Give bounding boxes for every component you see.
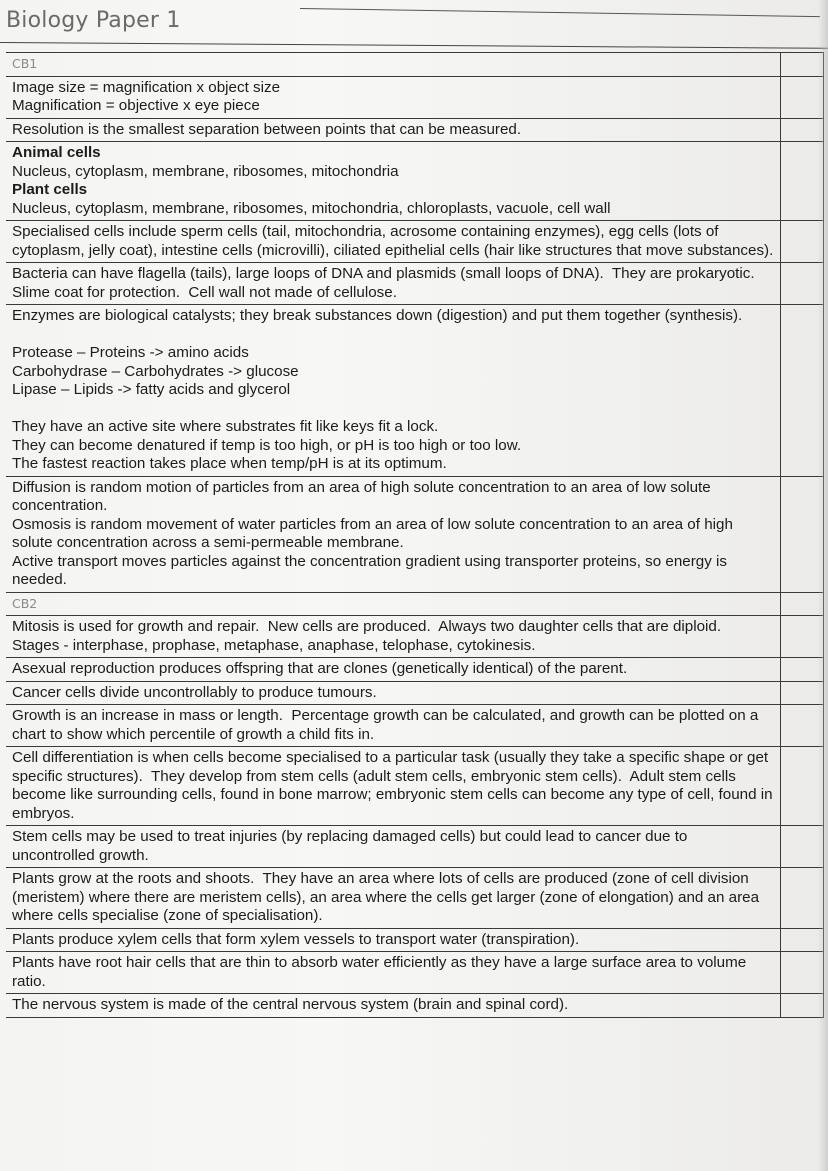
checkbox-cell[interactable] bbox=[781, 826, 824, 868]
note-cell bbox=[6, 928, 781, 952]
note-cell bbox=[6, 616, 781, 658]
note-text: Mitosis is used for growth and repair. New cells are produced. Always two daughter cells that are diploid. bbox=[12, 618, 722, 635]
checkbox-cell[interactable] bbox=[781, 705, 824, 747]
checkbox-cell[interactable] bbox=[781, 263, 824, 305]
note-text: Diffusion is random motion of particles from an area of high solute concentration to an area of low solute concentration. bbox=[12, 478, 715, 514]
top-divider bbox=[300, 8, 820, 17]
note-heading: Plant cells bbox=[12, 181, 88, 198]
note-row bbox=[6, 928, 824, 952]
note-text: Lipase – Lipids -> fatty acids and glycerol bbox=[12, 381, 291, 398]
note-text: Osmosis is random movement of water particles from an area of low solute concentration to an area of high solute concentration across a semi-permeable membrane. bbox=[12, 515, 738, 551]
checkbox-cell[interactable] bbox=[781, 476, 824, 592]
section-cell bbox=[6, 592, 781, 616]
checkbox-cell[interactable] bbox=[781, 118, 824, 142]
note-text: Plants have root hair cells that are thin to absorb water efficiently as they have a large surface area to volume ratio. bbox=[12, 954, 751, 990]
note-cell bbox=[6, 118, 781, 142]
note-cell bbox=[6, 868, 781, 929]
note-row bbox=[6, 263, 824, 305]
title-divider bbox=[0, 42, 828, 49]
note-text: Enzymes are biological catalysts; they break substances down (digestion) and put them together (synthesis). bbox=[12, 307, 743, 324]
note-row bbox=[6, 118, 824, 142]
note-text: Nucleus, cytoplasm, membrane, ribosomes, mitochondria bbox=[12, 162, 399, 180]
note-text: Carbohydrase – Carbohydrates -> glucose bbox=[12, 362, 299, 380]
note-cell bbox=[6, 952, 781, 994]
section-label: CB1 bbox=[12, 56, 38, 71]
checkbox-cell[interactable] bbox=[781, 747, 824, 826]
note-row bbox=[6, 476, 824, 592]
note-text: Plants produce xylem cells that form xylem vessels to transport water (transpiration). bbox=[12, 930, 580, 948]
note-text: Stages - interphase, prophase, metaphase, anaphase, telophase, cytokinesis. bbox=[12, 636, 536, 654]
blank-line bbox=[12, 400, 774, 419]
note-text: Protease – Proteins -> amino acids bbox=[12, 344, 249, 361]
checkbox-cell[interactable] bbox=[781, 221, 824, 263]
revision-notes-table bbox=[6, 52, 824, 1018]
checkbox-cell[interactable] bbox=[781, 142, 824, 221]
checkbox-cell[interactable] bbox=[781, 681, 824, 705]
note-text: Cancer cells divide uncontrollably to produce tumours. bbox=[12, 683, 377, 701]
note-cell bbox=[6, 305, 781, 477]
checkbox-cell[interactable] bbox=[781, 658, 824, 682]
note-row bbox=[6, 616, 824, 658]
note-row bbox=[6, 705, 824, 747]
note-text: Image size = magnification x object size bbox=[12, 78, 281, 96]
note-text: The nervous system is made of the central nervous system (brain and spinal cord). bbox=[12, 996, 569, 1013]
note-text: Bacteria can have flagella (tails), large loops of DNA and plasmids (small loops of DNA). They are prokaryotic. Slime coat for protection. Cell wall not made of cellulose. bbox=[12, 265, 764, 301]
note-cell bbox=[6, 826, 781, 868]
note-row bbox=[6, 994, 824, 1018]
notes-table-body bbox=[6, 53, 824, 1018]
note-text: Resolution is the smallest separation between points that can be measured. bbox=[12, 120, 522, 138]
note-cell bbox=[6, 747, 781, 826]
note-row bbox=[6, 658, 824, 682]
checkbox-cell[interactable] bbox=[781, 616, 824, 658]
checkbox-cell[interactable] bbox=[781, 53, 824, 77]
section-row bbox=[6, 53, 824, 77]
note-cell bbox=[6, 658, 781, 682]
note-row bbox=[6, 221, 824, 263]
note-heading: Animal cells bbox=[12, 144, 101, 161]
note-row bbox=[6, 952, 824, 994]
note-text: Cell differentiation is when cells become specialised to a particular task (usually they take a specific shape or get specific structures). They develop from stem cells (adult stem cells, embryonic stem cells). Adult stem cells become like surrounding cells, found in bone marrow; embryonic stem cells can become any type of cell, found in embryos. bbox=[12, 749, 777, 822]
note-cell bbox=[6, 263, 781, 305]
note-text: Growth is an increase in mass or length. Percentage growth can be calculated, and growth can be plotted on a chart to show which percentile of growth a child fits in. bbox=[12, 707, 763, 743]
note-row bbox=[6, 681, 824, 705]
note-cell bbox=[6, 476, 781, 592]
checkbox-cell[interactable] bbox=[781, 994, 824, 1018]
note-text: Active transport moves particles against the concentration gradient using transporter proteins, so energy is needed. bbox=[12, 552, 732, 588]
note-text: The fastest reaction takes place when temp/pH is at its optimum. bbox=[12, 455, 447, 472]
checkbox-cell[interactable] bbox=[781, 76, 824, 118]
checkbox-cell[interactable] bbox=[781, 305, 824, 477]
section-row bbox=[6, 592, 824, 616]
note-text: They can become denatured if temp is too high, or pH is too high or too low. bbox=[12, 436, 522, 454]
checkbox-cell[interactable] bbox=[781, 928, 824, 952]
note-text: They have an active site where substrates fit like keys fit a lock. bbox=[12, 418, 439, 435]
note-cell bbox=[6, 221, 781, 263]
note-cell bbox=[6, 681, 781, 705]
checkbox-cell[interactable] bbox=[781, 868, 824, 929]
page-title: Biology Paper 1 bbox=[6, 8, 181, 33]
note-text: Nucleus, cytoplasm, membrane, ribosomes, mitochondria, chloroplasts, vacuole, cell wall bbox=[12, 199, 611, 217]
note-cell bbox=[6, 76, 781, 118]
note-text: Magnification = objective x eye piece bbox=[12, 97, 260, 114]
note-cell bbox=[6, 142, 781, 221]
section-cell bbox=[6, 53, 781, 77]
note-row bbox=[6, 305, 824, 477]
checkbox-cell[interactable] bbox=[781, 952, 824, 994]
note-row bbox=[6, 142, 824, 221]
note-cell bbox=[6, 705, 781, 747]
note-text: Stem cells may be used to treat injuries (by replacing damaged cells) but could lead to cancer due to uncontrolled growth. bbox=[12, 828, 692, 864]
section-label: CB2 bbox=[12, 595, 38, 611]
checkbox-cell[interactable] bbox=[781, 592, 824, 616]
note-row bbox=[6, 868, 824, 929]
note-row bbox=[6, 747, 824, 826]
note-text: Specialised cells include sperm cells (tail, mitochondria, acrosome containing enzymes), egg cells (lots of cytoplasm, jelly coat), intestine cells (microvilli), ciliated epithelial cells (hair like structures that move substances). bbox=[12, 223, 774, 259]
note-row bbox=[6, 826, 824, 868]
note-text: Asexual reproduction produces offspring that are clones (genetically identical) of the parent. bbox=[12, 660, 628, 677]
note-cell bbox=[6, 994, 781, 1018]
blank-line bbox=[12, 326, 774, 345]
note-row bbox=[6, 76, 824, 118]
note-text: Plants grow at the roots and shoots. They have an area where lots of cells are produced (zone of cell division (meristem) where there are meristem cells), an area where the cells get larger (zone of elongation) and an area where cells specialise (zone of specialisation). bbox=[12, 870, 764, 924]
